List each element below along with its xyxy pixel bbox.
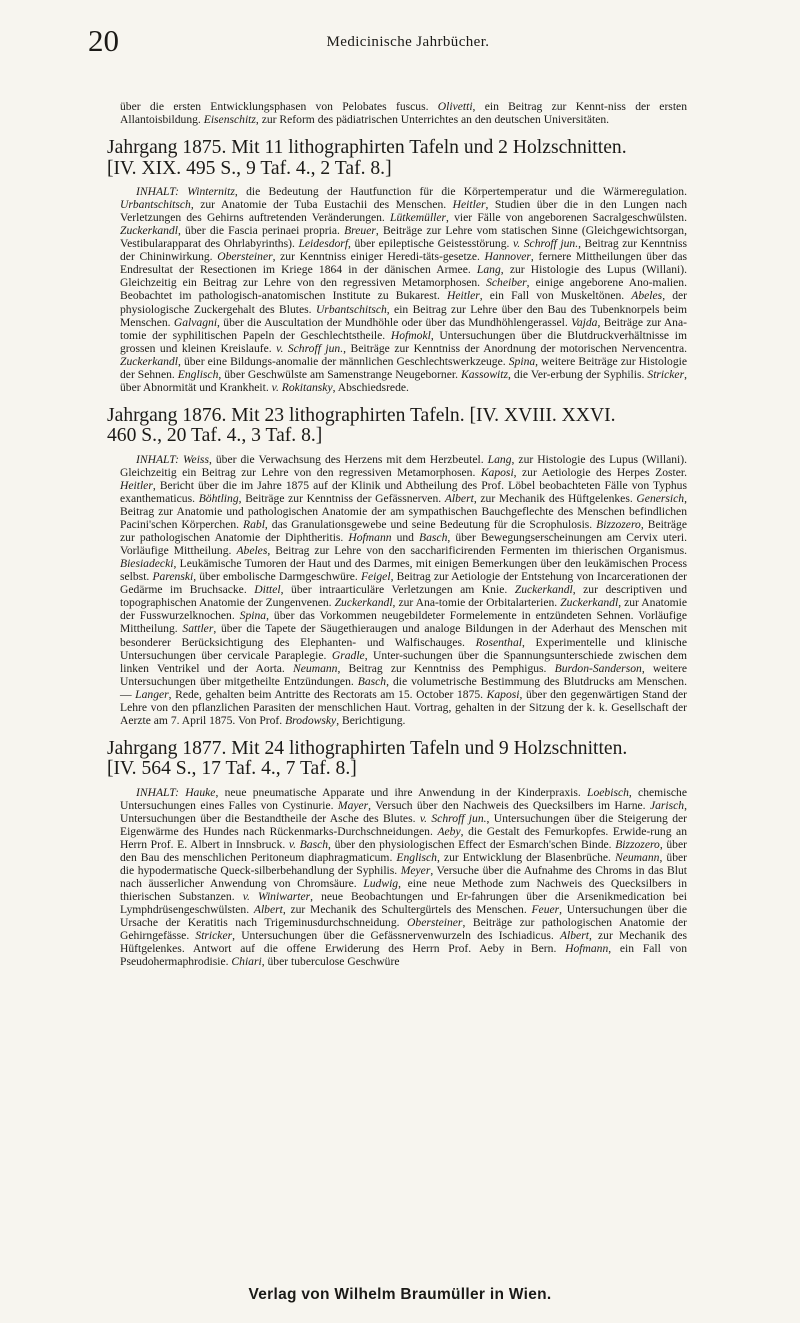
text-run: , Versuch über den Nachweis des Quecksilbers im Harne. [368,798,650,812]
author-name: Eisenschitz [203,113,256,127]
text-run: , über den gegenwärtigen Stand der Lehre von den pflanzlichen Parasiten der menschlichen Haut. Vortrag, gehalten in der Sitzung der k. k. Gesellschaft der Aerzte am 7. April 1875. Von Prof. [120,687,687,727]
author-name: Basch [419,531,448,545]
author-name: Neumann [293,661,338,675]
author-name: Albert [444,491,474,505]
author-name: Lang [487,452,512,466]
author-name: Lütkemüller [390,211,447,225]
author-name: Englisch [177,367,219,381]
author-name: Zuckerkandl [120,224,178,238]
author-name: Stricker [195,929,233,943]
author-name: Urbantschitsch [315,302,387,316]
text-run: , Leukämische Tumoren der Haut und des Darmes, mit einigen Bemerkungen über den leukämischen Process selbst. [120,557,687,584]
author-name: Aeby [437,824,461,838]
author-name: Heitler [452,198,486,212]
author-name: Hauke [185,785,216,799]
text-run: , vier Fälle von angeborenen Sacralgeschwülsten. [446,211,687,225]
author-name: Winternitz [187,185,235,199]
author-name: Feigel [360,570,391,584]
author-name: Leidesdorf [298,237,349,251]
text-run: , Berichtigung. [336,713,406,727]
text-run: , zur Reform des pädiatrischen Unterrichtes an den deutschen Universitäten. [255,113,610,127]
author-name: Böhtling [198,491,239,505]
author-name: INHALT: [136,185,188,199]
text-run: , Beiträge zur pathologischen Anatomie der Gehirngefässe. [120,916,687,943]
heading-line-1: Jahrgang 1876. Mit 23 lithographirten Tafeln. [IV. XVIII. XXVI. [107,404,616,426]
text-run: , über eine Bildungs-anomalie der männlichen Geschlechtswerkzeuge. [177,354,509,368]
text-run: , ein Fall von Pseudohermaphrodisie. [120,942,688,969]
text-run: , über epileptische Geistesstörung. [348,237,513,251]
heading-line-1: Jahrgang 1875. Mit 11 lithographirten Tafeln und 2 Holzschnitten. [107,137,627,159]
author-name: Heitler [120,478,153,492]
author-name: Genersich [636,491,685,505]
text-run: , zur Mechanik des Hüftgelenkes. Antwort auf die offene Erwiderung des Herrn Prof. Aeby in Bern. [120,929,687,956]
text-run: , der physiologische Zuckergehalt des Blutes. [120,289,687,316]
text-run: , das Granulationsgewebe und seine Bedeutung für die Scrophulosis. [264,518,597,532]
author-name: Chiari [231,955,262,969]
author-name: Spina [239,609,267,623]
author-name: Mayer [337,798,369,812]
text-run: , über den Bau des menschlichen Peritoneum diaphragmaticum. [120,838,687,865]
running-title: Medicinische Jahrbücher. [326,34,490,50]
text-run: , über die hypodermatische Queck-silberbehandlung der Syphilis. [120,851,688,878]
heading-line-2: 460 S., 20 Taf. 4., 3 Taf. 8.] [107,425,323,447]
text-run: , über Geschwülste am Samenstrange Neugeborner. [218,367,461,381]
author-name: Hofmann [348,531,392,545]
author-name: v. Basch [288,838,329,852]
text-run: über die ersten Entwicklungsphasen von Pelobates fuscus. [120,100,438,113]
author-name: Brodowsky [285,713,337,727]
author-name: Vajda [571,315,598,329]
text-run: , Untersuchungen über die Steigerung der Eigenwärme des Hundes nach Rückenmarks-Durchschneidungen. [120,811,687,838]
author-name: Zuckerkandl [560,596,619,610]
author-name: Abeles [236,544,268,558]
section-1875 [107,137,687,394]
author-name: Basch [357,674,387,688]
author-name: Scheiber [486,276,527,290]
year-heading [107,739,687,780]
text-run: , Unter-suchungen über die Spannungsunterschiede zwischen dem linken Ventrikel und der Aorta. [120,648,687,675]
author-name: INHALT: [136,785,186,799]
author-name: v. Schroff jun. [419,811,487,825]
text-run: , Untersuchungen über die Blutdruckverhältnisse im grossen und kleinen Kreislaufe. [120,328,687,355]
year-heading [107,138,687,179]
author-name: Biesiadecki [120,557,174,571]
author-name: Sattler [182,622,214,636]
author-name: Kassowitz [460,367,509,381]
author-name: Hofmokl [390,328,431,342]
text-run: , über die Fascia perinaei propria. [177,224,345,238]
author-name: Kaposi [486,687,520,701]
contents-paragraph [120,185,687,394]
author-name: Langer [135,687,169,701]
author-name: INHALT: [136,452,183,466]
author-name: Zuckerkandl [120,354,178,368]
text-run: , die Gestalt des Femurkopfes. Erwide-rung an Herrn Prof. E. Albert in Innsbruck. [120,824,687,852]
text-run: , Rede, gehalten beim Antritte des Rectorats am 15. October 1875. [168,687,487,701]
text-run: , Beiträge zur Lehre vom statischen Sinne (Gleichgewichtsorgan, Vestibularapparat des Ohrlabyrinths). [120,224,687,251]
text-run: , zur Histologie des Lupus (Willani). Gleichzeitig ein Beitrag zur Lehre von den regressiven Metamorphosen. [120,452,687,479]
text-run: , zur Ana-tomie der Orbitalarterien. [392,596,561,610]
text-run: , über tuberculose Geschwüre [261,955,400,969]
text-run: , zur Anatomie der Tuba Eustachii des Menschen. [190,198,453,212]
text-run: , Experimentelle und klinische Untersuchungen über cervicale Paraplegie. [120,635,687,662]
author-name: v. Schroff jun. [513,237,579,251]
text-run: , über Bewegungserscheinungen am Cervix uteri. Vorläufige Mittheilung. [120,531,688,558]
text-run: , zur Anatomie der Fusswurzelknochen. [120,596,688,623]
text-run: , Beitrag zur Aetiologie der Entstehung von Incarcerationen der Gedärme im Bruchsacke. [120,570,687,597]
page-header [88,24,704,58]
text-run: , über die Auscultation der Mundhöhle oder über das Mundhöhlengerassel. [217,315,572,329]
text-run: , Abschiedsrede. [332,380,409,394]
text-run: , über die Tapete der Säugethieraugen und analoge Bildungen in der Aderhaut des Menschen mit besonderer Berücksichtigung des Elephanten- und Walfischauges. [120,622,688,649]
text-run: , über den physiologischen Effect der Esmarch'schen Binde. [328,838,616,852]
text-run: , zur Mechanik des Schultergürtels des Menschen. [282,903,532,917]
text-run: , ein Beitrag zur Lehre über den Bau des Tubenknorpels beim Menschen. [120,302,687,329]
author-name: v. Schroff jun. [276,341,344,355]
text-run: und [391,531,420,545]
body-text [107,100,688,969]
text-run: , Beiträge zur Kenntniss der Anordnung der motorischen Nervencentra. [343,341,687,355]
text-run: , Beitrag zur Anatomie und pathologischen Anatomie der am sympathischen Bauchgeflechte des Menschen befindlichen Pacini'schen Körperchen. [120,491,687,532]
author-name: Abeles [631,289,663,303]
author-name: Hannover [484,250,531,264]
text-run: , über intraarticuläre Verletzungen am Knie. [280,583,515,597]
text-run: , fernere Mittheilungen über das Endresultat der Resectionen im Kriege 1864 in der dänischen Armee. [120,250,687,277]
text-run: , Untersuchungen über die Bestandtheile der Asche des Blutes. [120,798,687,825]
text-run: , eine neue Methode zum Nachweis des Quecksilbers in thierischen Substanzen. [120,877,687,904]
text-run: , einige angeborene Ano-malien. Beobachtet im pathologisch-anatomischen Institute zu Bukarest. [120,276,687,303]
author-name: Galvagni [173,315,218,329]
author-name: Albert [253,903,283,917]
text-run: , zur Entwicklung der Blasenbrüche. [436,851,615,865]
author-name: Zuckerkandl [334,596,393,610]
text-run: , Beiträge zur pathologischen Anatomie der Diphtheritis. [120,518,687,545]
author-name: Olivetti [437,100,473,113]
author-name: Stricker [647,367,685,381]
author-name: Rosenthal [475,635,522,649]
text-run: , über die Verwachsung des Herzens mit dem Herzbeutel. [208,452,488,466]
text-run: , Studien über die in den Lungen nach Verletzungen des Gehirns auftretenden Veränderungen. [120,198,687,225]
author-name: Gradle [331,648,365,662]
text-run: , Bericht über die im Jahre 1875 auf der Klinik und Abtheilung des Prof. Löbel beobachteten Fälle von Typhus exanthematicus. [120,478,687,505]
author-name: Urbantschitsch [120,198,191,212]
year-heading [107,406,687,447]
text-run: , neue Beobachtungen und Er-fahrungen über die Arsenikmedication bei Lymphdrüsengeschwülsten. [120,890,687,917]
text-run: , neue pneumatische Apparate und ihre Anwendung in der Kinderpraxis. [215,785,588,799]
publisher-footer: Verlag von Wilhelm Braumüller in Wien. [248,1286,552,1303]
heading-line-1: Jahrgang 1877. Mit 24 lithographirten Tafeln und 9 Holzschnitten. [107,737,628,759]
author-name: Lang [476,263,501,277]
author-name: Breuer [344,224,376,238]
page-number: 20 [88,23,119,58]
text-run: , über embolische Darmgeschwüre. [193,570,361,584]
author-name: Kaposi [480,465,514,479]
author-name: Albert [559,929,589,943]
author-name: Feuer [531,903,560,917]
text-run: , Untersuchungen über die Ursache der Keratitis nach Trigeminusdurchschneidung. [120,903,687,930]
text-run: , ein Fall von Muskeltönen. [479,289,632,303]
text-run: , weitere Beiträge zur Histologie der Sehnen. [120,354,687,381]
text-run: , die volumetrische Bestimmung des Blutdrucks am Menschen. — [120,674,687,701]
contents-paragraph [120,453,687,727]
text-run: , Beitrag zur Lehre von den saccharificirenden Fermenten im thierischen Organismus. [267,544,688,558]
heading-line-2: [IV. XIX. 495 S., 9 Taf. 4., 2 Taf. 8.] [107,157,392,179]
author-name: v. Rokitansky [271,380,333,394]
section-1877 [107,737,688,969]
heading-line-2: [IV. 564 S., 17 Taf. 4., 7 Taf. 8.] [107,758,357,780]
author-name: Burdon-Sanderson [554,661,642,675]
intro-paragraph [120,100,687,126]
author-name: Parenski [152,570,194,584]
text-run: , über Abnormität und Krankheit. [120,367,687,394]
text-run: , die Ver-erbung der Syphilis. [508,367,648,381]
text-run: , zur Mechanik des Hüftgelenkes. [473,491,637,505]
text-run: , zur Histologie des Lupus (Willani). Gleichzeitig ein Beitrag zur Lehre von den regressiven Metamorphosen. [120,263,687,290]
text-run: , Beiträge zur Ana-tomie der syphilitischen Papeln der Geschlechtstheile. [120,315,687,342]
text-run: , die Bedeutung der Hautfunction für die Körpertemperatur und die Wärmeregulation. [234,185,687,199]
author-name: Spina [508,354,536,368]
text-run: , Beitrag zur Kenntniss des Pemphigus. [337,661,555,675]
text-run: , chemische Untersuchungen eines Falles von Cystinurie. [120,785,687,812]
contents-paragraph [120,786,687,969]
author-name: Loebisch [587,785,629,799]
text-run: , Versuche über die Aufnahme des Chroms in das Blut nach äusserlicher Anwendung von Chromsäure. [120,864,687,891]
text-run: , ein Beitrag zur Kennt-niss der ersten Allantoisbildung. [120,100,687,127]
author-name: Jarisch [649,798,685,812]
author-name: Weiss [182,452,209,466]
author-name: Neumann [615,851,660,865]
text-run: , über das Vorkommen neugebildeter Formelemente in entzündeten Sehnen. Vorläufige Mittheilung. [120,609,687,636]
text-run: , zur descriptiven und topographischen Anatomie der Zungenvenen. [120,583,687,610]
author-name: Obersteiner [407,916,463,930]
author-name: Hofmann [565,942,609,956]
author-name: v. Winiwarter [242,890,311,904]
author-name: Zuckerkandl [514,583,573,597]
text-run: , zur Kenntniss einiger Heredi-täts-gesetze. [272,250,485,264]
author-name: Heitler [446,289,480,303]
author-name: Meyer [400,864,431,878]
author-name: Ludwig [363,877,399,891]
author-name: Rabl [243,518,265,532]
text-run: , Beitrag zur Kenntniss der Chininwirkung. [120,237,687,264]
author-name: Bizzozero [615,838,660,852]
text-run: , weitere Untersuchungen über mitgetheilte Entzündungen. [120,661,688,688]
author-name: Bizzozero [596,518,641,532]
author-name: Englisch [396,851,437,865]
text-run: , Beiträge zur Kenntniss der Gefässnerven. [238,491,445,505]
section-1876 [107,404,688,727]
author-name: Dittel [254,583,281,597]
author-name: Obersteiner [217,250,273,264]
text-run: , zur Aetiologie des Herpes Zoster. [513,465,687,479]
text-run: , Untersuchungen über die Gefässnervenwurzeln des Ischiadicus. [232,929,560,943]
